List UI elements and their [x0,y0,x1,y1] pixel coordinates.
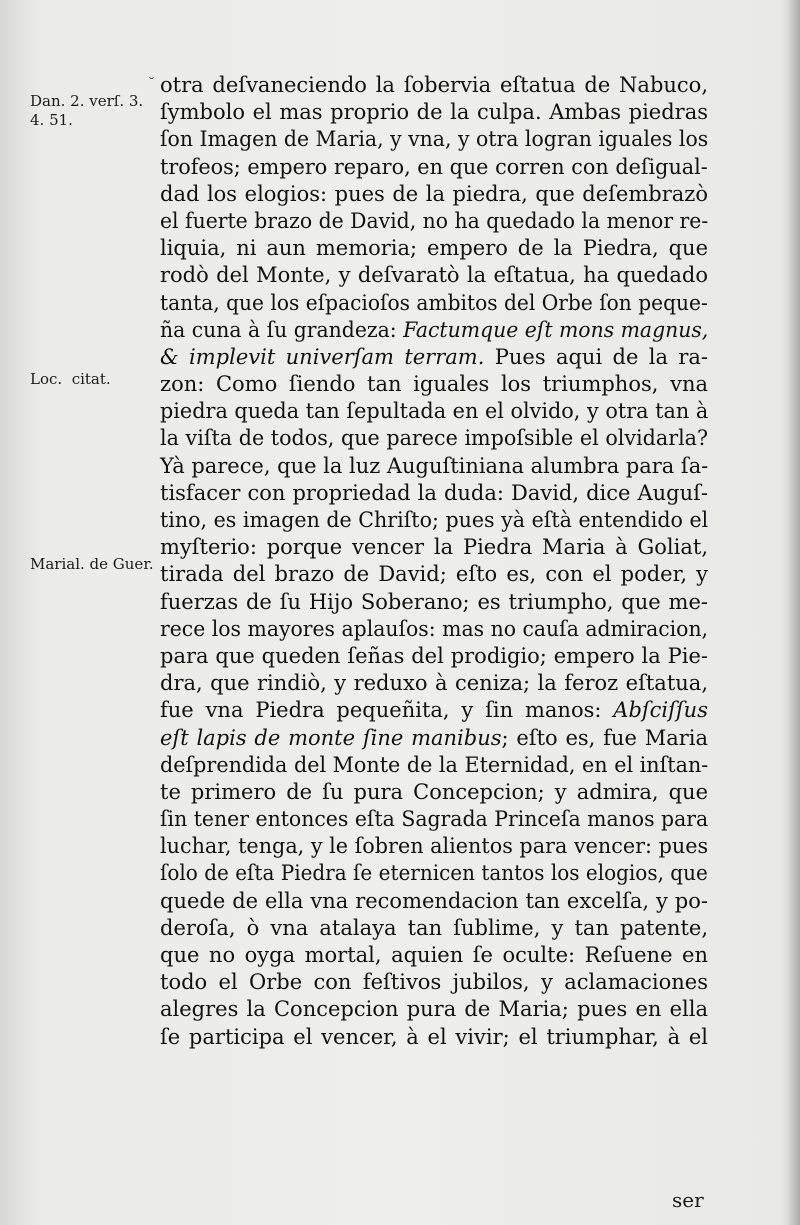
text-line: dad los elogios: pues de la piedra, que deſembrazò [160,181,708,206]
main-text-block [160,72,708,1051]
text-line: luchar, tenga, y le ſobren alientos para vencer: pues [160,834,709,859]
text-line: te primero de ſu pura Concepcion; y admira, que [160,779,708,804]
text-line: & implevit univerſam terram. Pues aqui de la ra- [160,344,709,369]
text-line: para que queden ſeñas del prodigio; empero la Pie- [160,643,708,668]
text-line: deſprendida del Monte de la Eternidad, en el inſtan- [160,752,709,777]
text-line: deroſa, ò vna atalaya tan ſublime, y tan patente, [160,915,708,940]
text-line: ſin tener entonces eſta Sagrada Princeſa manos para [160,807,709,832]
text-line: tisfacer con propriedad la duda: David, dice Auguſ- [160,480,708,505]
latin-quote: Factumque eſt mons magnus, [403,317,709,342]
text-line: tino, es imagen de Chriſto; pues yà eſtà entendido el [160,508,709,532]
text-line: myſterio: porque vencer la Piedra Maria à Goliat, [160,535,708,560]
margin-note-daniel: Dan. 2. verſ. 3. 4. 51. [30,92,144,129]
text-line: otra deſvaneciendo la ſobervia eſtatua de Nabuco, [160,73,708,97]
text-line: zon: Como ſiendo tan iguales los triumphos, vna [160,372,708,397]
text-line: ſe participa el vencer, à el vivir; el triumphar, à el [160,1024,708,1049]
text-line: tirada del brazo de David; eſto es, con el poder, y [160,562,708,587]
text-line: Yà parece, que la luz Auguſtiniana alumbra para ſa- [160,453,709,478]
text-line: liquia, ni aun memoria; empero de la Piedra, que [160,236,708,261]
latin-quote: Abſciſſus [613,698,708,723]
text-line: trofeos; empero reparo, en que corren con deſigual- [160,154,708,179]
text-line: ña cuna à ſu grandeza: Factumque eſt mons magnus, [160,317,709,342]
latin-quote: & implevit univerſam terram. [160,344,485,369]
text-line: la viſta de todos, que parece impoſsible el olvidarla? [160,426,709,451]
text-line: rece los mayores aplauſos: mas no cauſa admiracion, [160,616,709,641]
latin-quote: eſt lapis de monte ſine manibus [160,725,502,750]
catchword: ser [672,1188,704,1212]
margin-note-loc-citat: Loc. citat. [30,370,111,388]
text-line: piedra queda tan ſepultada en el olvido, y otra tan à [160,399,709,424]
text-line: ſon Imagen de Maria, y vna, y otra logran iguales los [160,127,709,152]
printers-mark: ˘ [148,76,155,92]
text-line: alegres la Concepcion pura de Maria; pues en ella [160,997,708,1022]
margin-note-marial: Marial. de Guer. [30,555,154,573]
text-line: rodò del Monte, y deſvaratò la eſtatua, ha quedado [160,263,708,288]
text-line: quede de ella vna recomendacion tan excelſa, y po- [160,888,708,913]
page-gutter-shadow [786,0,800,1225]
text-line: dra, que rindiò, y reduxo à ceniza; la feroz eſtatua, [160,671,708,696]
text-line: que no oyga mortal, aquien ſe oculte: Reſuene en [160,943,708,967]
text-line: el fuerte brazo de David, no ha quedado la menor re- [160,208,709,233]
text-line: todo el Orbe con feſtivos jubilos, y aclamaciones [160,970,708,995]
text-line: eſt lapis de monte ſine manibus; eſto es, fue Maria [160,725,708,750]
text-line: ſolo de eſta Piedra ſe eternicen tantos los elogios, que [160,861,708,886]
text-line: tanta, que los eſpacioſos ambitos del Orbe ſon peque- [160,290,708,315]
text-line: fue vna Piedra pequeñita, y ſin manos: Abſciſſus [160,698,708,723]
text-line: ſymbolo el mas proprio de la culpa. Ambas piedras [160,100,708,125]
text-line: fuerzas de ſu Hijo Soberano; es triumpho, que me- [160,589,708,614]
